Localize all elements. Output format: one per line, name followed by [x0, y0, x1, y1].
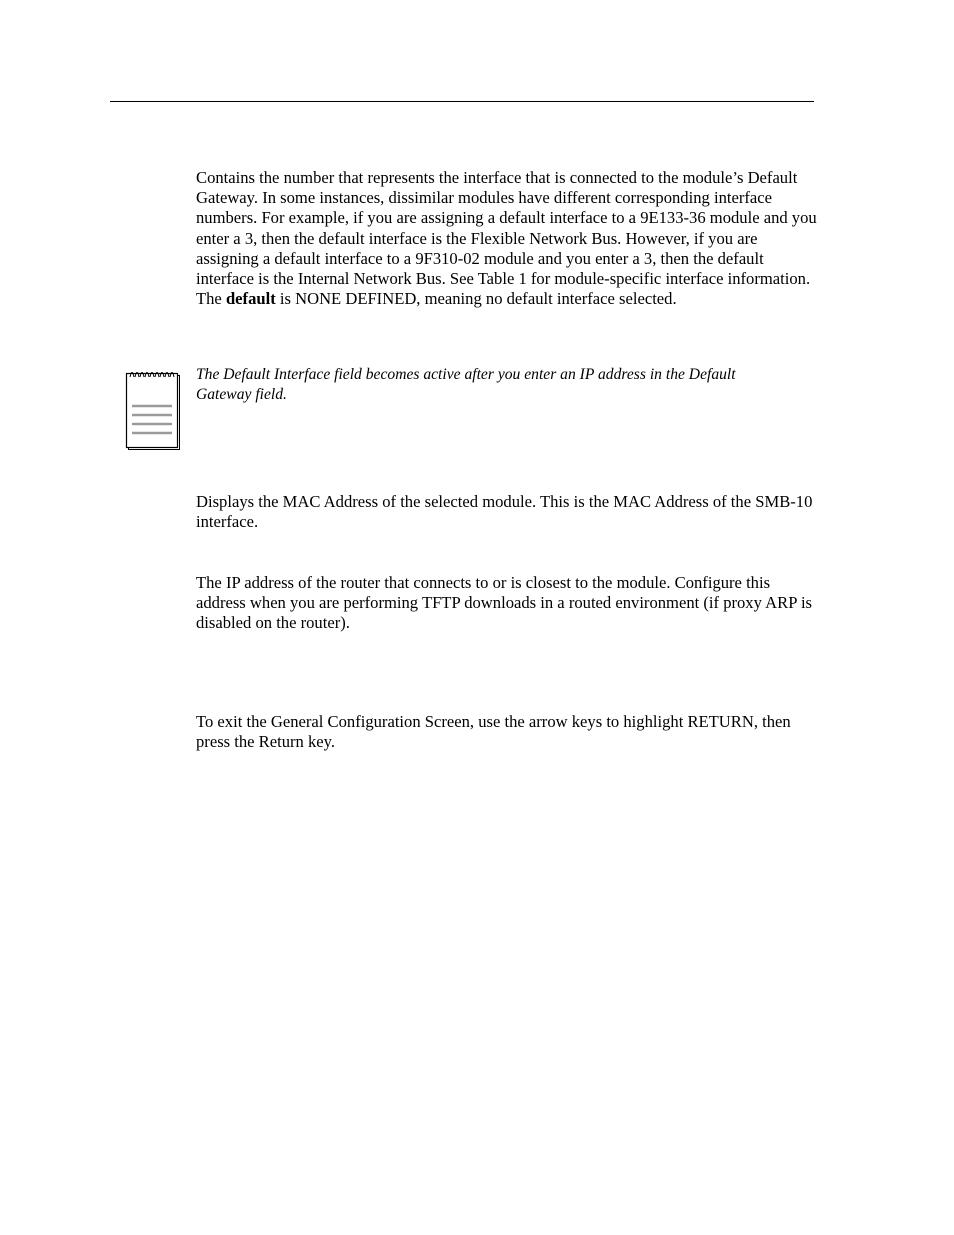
default-interface-text-end: is NONE DEFINED, meaning no default interface selected.	[275, 289, 677, 309]
default-interface-text-start: Contains the number that represents the interface that is connected to the module’s Default Gateway. In some instances, dissimilar modules have different corresponding interface numbers. For example, if you are assigning a default interface to a 9E133-36 module and you enter a 3, then the default interface is the Flexible Network Bus. However, if you are assigning a default interface to a 9F310-02 module and you enter a 3, then the default interface is the Internal Network Bus. See Table 1 for module-specific interface information. The	[196, 168, 817, 309]
mac-address-description: Displays the MAC Address of the selected module. This is the MAC Address of the SMB-10 interface.	[196, 492, 813, 532]
exit-instructions: To exit the General Configuration Screen, use the arrow keys to highlight RETURN, then press the Return key.	[196, 712, 791, 752]
default-gateway-description: The IP address of the router that connects to or is closest to the module. Configure this address when you are performing TFTP downloads in a routed environment (if proxy ARP is disabled on the router).	[196, 573, 813, 633]
note-text: The Default Interface field becomes active after you enter an IP address in the Default Gateway field.	[196, 366, 736, 404]
default-interface-description	[196, 168, 818, 309]
default-keyword: default	[225, 289, 276, 309]
header-rule	[110, 101, 814, 102]
notepad-icon	[124, 366, 184, 452]
